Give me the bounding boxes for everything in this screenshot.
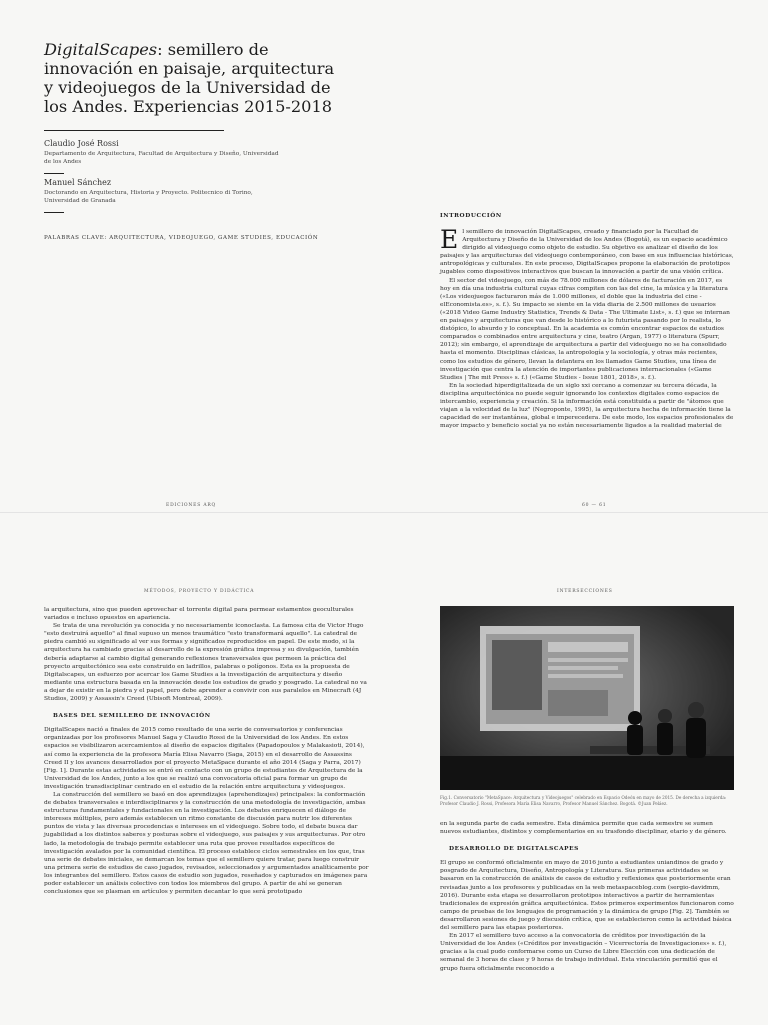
author-name: Manuel Sánchez [44, 178, 112, 187]
figure-caption: Fig.1. Conversatorio "MetaSpace: Arquitectura y Videojuegos" celebrado en Espacio Odeón en mayo de 2015. De derecha a izquierda: Profesor Claudio J. Rossi, Profesora María Elisa Navarro, Profesor Manuel Sánchez. Bogotá. ©Juan Peláez. [440, 795, 727, 806]
section-heading-bases: BASES DEL SEMILLERO DE INNOVACIÓN [53, 713, 211, 720]
keywords: PALABRAS CLAVE: ARQUITECTURA, VIDEOJUEGO, GAME STUDIES, EDUCACIÓN [44, 235, 319, 241]
title-rest: : semillero de innovación en paisaje, arquitectura y videojuegos de la Universidad de los Andes. Experiencias 2015-2018 [44, 40, 335, 116]
paragraph: Se trata de una revolución ya conocida y no necesariamente iconoclasta. La famosa cita de Victor Hugo "esto destruirá aquello" al final supuso un menos traumático "esto transformará aquello". La catedral de piedra cambió su significado al ver sus formas y significados reproducidos en papel. De este modo, si la arquitectura ha cambiado gracias al desarrollo de la expresión gráfica impresa y su divulgación, también debería adaptarse al cambio digital generando reflexiones transversales que permeen la práctica del proyecto arquitectónico sea este construido en ladrillos, palabras o polígonos. Esta es la propuesta de Digitalscapes, un esfuerzo por acercar los Game Studies a la investigación de arquitectura y diseño mediante una estructura basada en la innovación desde los estudios de grado y posgrado. La catedral no va a dejar de existir en la piedra y el papel, pero debe aprender a convivir con sus paralelos en Minecraft (4J Studios, 2009) y Assassin's Creed (Ubisoft Montreal, 2009). [44, 623, 367, 703]
author-name: Claudio José Rossi [44, 139, 119, 148]
page-numbers: 60 — 61 [582, 503, 607, 508]
paragraph: El grupo se conformó oficialmente en mayo de 2016 junto a estudiantes uniandinos de grado y posgrado de Arquitectura, Diseño, Antropología y Literatura. Sus primeras actividades se basaron en la construcción de análisis de casos de estudio y reflexiones que posteriormente eran revisadas junto a los profesores y publicadas en la web metaspaceblog.com (sergio-davidmm, 2016). Durante esta etapa se desarrollaron prototipos interactivos a partir de herramientas tradicionales de expresión gráfica arquitectónica. Estos primeros experimentos funcionaron como campo de pruebas de los lenguajes de programación y la dinámica de grupo [Fig. 2]. También se desarrollaron sesiones de juego y discusión crítica, que se establecieron como la actividad básica del semillero para las etapas posteriores. [440, 860, 734, 932]
header-right: INTERSECCIONES [557, 589, 613, 594]
author-affiliation: Doctorando en Arquitectura, Historia y Proyecto. Politecnico di Torino, Universidad de Granada [44, 190, 253, 204]
figure-photo [440, 606, 734, 790]
right-column [440, 820, 734, 973]
section-heading-introduction: INTRODUCCIÓN [440, 213, 502, 219]
paragraph: En 2017 el semillero tuvo acceso a la convocatoria de créditos por investigación de la Universidad de los Andes («Créditos por investigación – Vicerrectoría de Investigaciones» s. f.), gracias a la cual pudo conformarse como un Curso de Libre Elección con una dedicación de semanal de 3 horas de clase y 9 horas de trabajo individual. Esta vinculación permitió que el grupo fuera oficialmente reconocido a [440, 933, 727, 972]
paragraph: En la sociedad hiperdigitalizada de un siglo xxi cercano a comenzar su tercera década, la disciplina arquitectónica no puede seguir ignorando los contextos digitales como espacios de intercambio, experiencia y creación. Si la información está constituida a partir de "átomos que viajan a la velocidad de la luz" (Negroponte, 1995), la arquitectura hecha de información tiene la capacidad de ser instantánea, global e imperecedera. De este modo, los espacios profesionales de mayor impacto y beneficio social ya no están necesariamente ligados a la realidad material de [440, 382, 734, 430]
paragraph: DigitalScapes nació a finales de 2015 como resultado de una serie de conversatorios y conferencias organizadas por los profesores Manuel Saga y Claudio Rossi de la Universidad de los Andes. En estos espacios se visibilizaron acercamientos al diseño de espacios digitales (Papadopoulos y Malakasioti, 2014), así como la experiencia de la profesora María Elisa Navarro (Saga, 2015) en el desarrollo de Assassins Creed II y los avances desarrollados por el proyecto MetaSpace durante el año 2014 (Saga y Parra, 2017) [Fig. 1]. Durante estas actividades se entró en contacto con un grupo de estudiantes de Arquitectura de la Universidad de los Andes, junto a los que se realizó una convocatoria oficial para formar un grupo de investigación transdisciplinar centrado en el estudio de la relación entre arquitectura y videojuegos. [44, 727, 365, 790]
author-affiliation: Departamento de Arquitectura, Facultad de Arquitectura y Diseño, Universidad de los Andes [44, 151, 279, 165]
author-rule [44, 173, 64, 174]
article-title [44, 40, 344, 116]
left-column [44, 606, 370, 896]
author-rule [44, 212, 64, 213]
paragraph: en la segunda parte de cada semestre. Esta dinámica permite que cada semestre se sumen nuevos estudiantes, distintos y complementarios en su trasfondo disciplinar, etario y de género. [440, 821, 727, 836]
footer-left: EDICIONES ARQ [166, 503, 217, 508]
introduction-text [440, 225, 734, 430]
section-heading-desarrollo: DESARROLLO DE DIGITALSCAPES [449, 846, 579, 853]
paragraph: El sector del videojuego, con más de 78.000 millones de dólares de facturación en 2017, es hoy en día una industria cultural cuyas cifras compiten con las del cine, la música y la literatura («Los videojuegos facturaron más de 1.000 millones, el doble que la industria del cine - elEconomista.es», s. f.). Su impacto se siente en la vida diaria de 2.500 millones de usuarios («2018 Video Game Industry Statistics, Trends & Data - The Ultimate List», s. f.) que se internan en paisajes y arquitecturas que van desde lo histórico a lo futurista pasando por lo realista, lo distópico, lo absurdo y lo conceptual. En la academia es común encontrar espacios de estudios comparados o combinados entre arquitectura y cine, teatro (Argan, 1977) o literatura (Spurr, 2012); sin embargo, el aprendizaje de arquitectura a partir del videojuego no se ha consolidado hasta el momento. Disciplinas clásicas, la antropología y la sociología, y otras más recientes, como los estudios de género, llevan la delantera en los llamados Game Studies, una línea de investigación que centra la atención de importantes publicaciones internacionales («Game Studies | The mit Press» s. f.) («Game Studies - Issue 1801, 2018», s. f.). [440, 277, 730, 381]
title-rule [44, 130, 224, 131]
drop-cap: E [440, 225, 459, 254]
photo-illustration [440, 606, 734, 790]
paragraph: El semillero de innovación DigitalScapes, creado y financiado por la Facultad de Arquitectura y Diseño de la Universidad de los Andes (Bogotá), es un espacio académico dirigido al videojuego como objeto de estudio. Su objetivo es analizar el diseño de los paisajes y las arquitecturas del videojuego contemporáneo, con base en sus influencias históricas, antropológicas y culturales. En este proceso, DigitalScapes propone la elaboración de prototipos jugables como dispositivos interactivos que buscan la innovación a partir de una visión crítica. [440, 225, 734, 276]
header-left: MÉTODOS, PROYECTO Y DIDÁCTICA [144, 589, 255, 594]
title-italic: DigitalScapes [44, 40, 158, 59]
paragraph: La construcción del semillero se basó en dos aprendizajes (aprehendizajes) principales: la conformación de debates transversales e interdisciplinares y la construcción de una metodología de investigación, ambas estructuras fundamentales y fundacionales en la investigación. Los debates enriquecen el diálogo de intereses múltiples, pero además establecen un ritmo constante de discusión para nutrir los diferentes puntos de vista y las diversas procedencias e intereses en el videojuego. Sobre todo, el debate busca dar jugabilidad a los distintos saberes y posturas sobre el videojuego, sus paisajes y sus arquitecturas. Por otro lado, la metodología de trabajo permite establecer una ruta que provee resultados específicos de investigación avalados por la comunidad científica. El proceso establece ciclos semestrales en los que, tras una serie de debates iniciales, se demarcan los temas que el semillero quiere tratar, para luego construir una primera serie de estudios de caso jugados, revisados, seleccionados y argumentados analíticamente por los integrantes del semillero. Estos casos de estudio son jugados, reseñados y capturados en imágenes para poder establecer un análisis colectivo con todos los miembros del grupo. A partir de ahí se generan conclusiones que se plasman en artículos y permiten decantar lo que será prototipado [44, 791, 369, 896]
paragraph: la arquitectura, sino que pueden aprovechar el torrente digital para permear estamentos geoculturales variados e incluso opuestos en apariencia. [44, 607, 354, 622]
top-page [0, 0, 768, 512]
